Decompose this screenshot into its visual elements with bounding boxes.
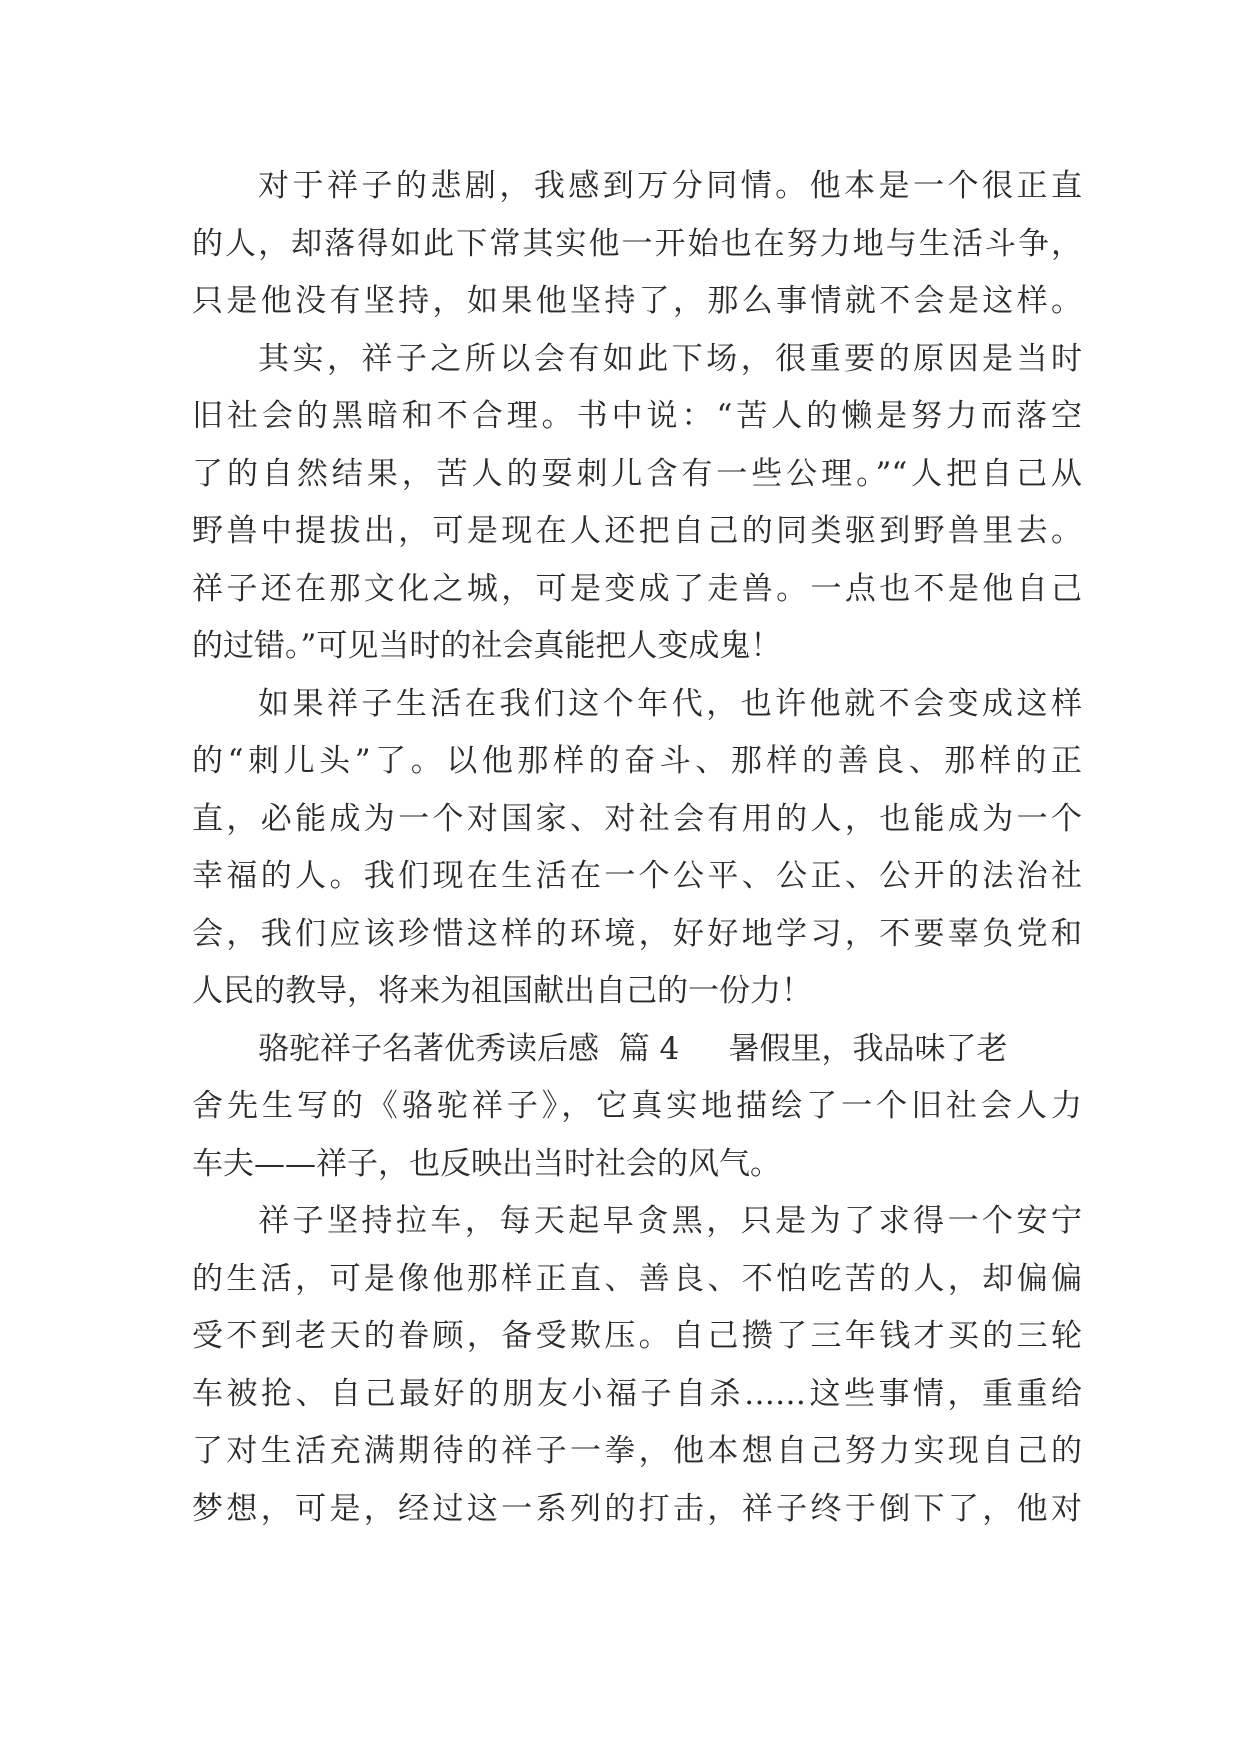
paragraph-line: 祥子坚持拉车，每天起早贪黑，只是为了求得一个安宁 <box>258 1203 1082 1239</box>
essay-body <box>192 158 1082 1538</box>
paragraph-line: 旧社会的黑暗和不合理。书中说：“苦人的懒是努力而落空 <box>192 398 1082 434</box>
paragraph-line: 直，必能成为一个对国家、对社会有用的人，也能成为一个 <box>192 800 1082 837</box>
paragraph-line: 幸福的人。我们现在生活在一个公平、公正、公开的法治社 <box>192 858 1082 894</box>
paragraph-line: 的“刺儿头”了。以他那样的奋斗、那样的善良、那样的正 <box>192 743 1082 779</box>
paragraph-line: 只是他没有坚持，如果他坚持了，那么事情就不会是这样。 <box>192 283 1082 319</box>
paragraph-line: 对于祥子的悲剧，我感到万分同情。他本是一个很正直 <box>258 168 1082 204</box>
paragraph-line: 的生活，可是像他那样正直、善良、不怕吃苦的人，却偏偏 <box>192 1260 1082 1297</box>
paragraph-line: 了的自然结果，苦人的耍刺儿含有一些公理。”“人把自己从 <box>192 455 1082 492</box>
paragraph-line: 的过错。”可见当时的社会真能把人变成鬼！ <box>192 628 782 664</box>
paragraph-line: 了对生活充满期待的祥子一拳，他本想自己努力实现自己的 <box>192 1433 1082 1469</box>
paragraph-line: 如果祥子生活在我们这个年代，也许他就不会变成这样 <box>258 685 1082 722</box>
paragraph-line: 受不到老天的眷顾，备受欺压。自己攒了三年钱才买的三轮 <box>192 1318 1082 1354</box>
paragraph-line: 的人，却落得如此下常其实他一开始也在努力地与生活斗争， <box>192 225 1082 262</box>
paragraph-line: 祥子还在那文化之城，可是变成了走兽。一点也不是他自己 <box>192 570 1082 607</box>
paragraph-line: 人民的教导，将来为祖国献出自己的一份力！ <box>192 973 812 1009</box>
paragraph-line: 野兽中提拔出，可是现在人还把自己的同类驱到野兽里去。 <box>192 513 1082 549</box>
paragraph-line: 会，我们应该珍惜这样的环境，好好地学习，不要辜负党和 <box>192 915 1082 952</box>
paragraph-line: 梦想，可是，经过这一系列的打击，祥子终于倒下了，他对 <box>192 1490 1082 1527</box>
paragraph-line: 舍先生写的《骆驼祥子》，它真实地描绘了一个旧社会人力 <box>192 1088 1082 1124</box>
paragraph-line: 车被抢、自己最好的朋友小福子自杀……这些事情，重重给 <box>192 1375 1082 1412</box>
paragraph-line: 车夫——祥子，也反映出当时社会的风气。 <box>192 1145 781 1182</box>
section-heading-line: 骆驼祥子名著优秀读后感 篇 4 暑假里，我品味了老 <box>258 1030 1008 1067</box>
paragraph-line: 其实，祥子之所以会有如此下场，很重要的原因是当时 <box>258 340 1082 377</box>
